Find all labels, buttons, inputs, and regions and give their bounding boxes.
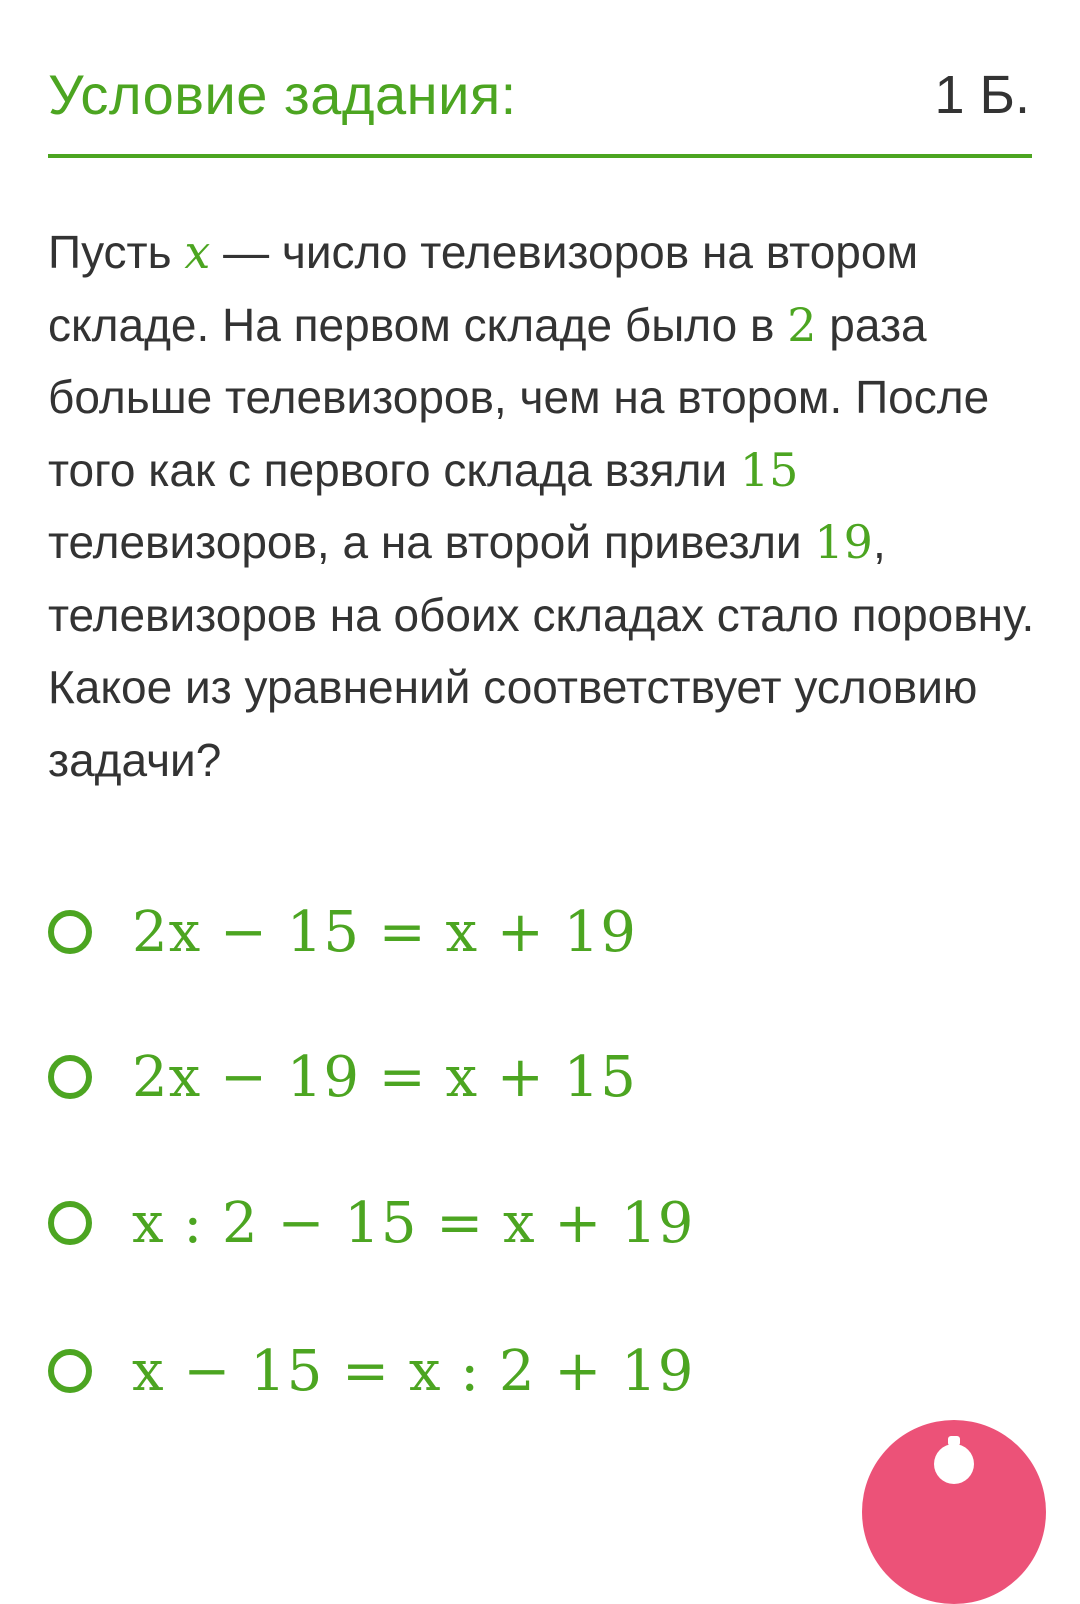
math-number-15: 15 xyxy=(739,442,799,497)
answer-option-label: x : 2 − 15 = x + 19 xyxy=(132,1190,695,1256)
answer-option-label: x − 15 = x : 2 + 19 xyxy=(132,1338,695,1404)
radio-button-icon[interactable] xyxy=(48,1055,92,1099)
answer-option[interactable] xyxy=(48,1173,694,1273)
problem-text-part-2: — число телевизоров на втором складе. На первом складе было в xyxy=(48,226,919,351)
problem-text-part-4: телевизоров, а на второй привезли xyxy=(48,516,815,568)
answer-option[interactable] xyxy=(48,882,637,982)
math-number-2: 2 xyxy=(787,297,817,352)
task-title: Условие задания: xyxy=(48,63,517,126)
radio-button-icon[interactable] xyxy=(48,910,92,954)
math-number-19: 19 xyxy=(814,515,873,569)
lightbulb-icon xyxy=(928,1434,980,1486)
problem-text-part-3: раза больше телевизоров, чем на втором. После того как с первого склада взяли xyxy=(48,298,990,496)
answer-option-label: 2x − 19 = x + 15 xyxy=(132,1044,637,1110)
header-divider xyxy=(48,154,1032,158)
answer-option[interactable] xyxy=(48,1321,694,1421)
math-variable-x: x xyxy=(184,225,211,279)
problem-text-part-1: Пусть xyxy=(48,226,185,278)
task-header xyxy=(48,60,1032,130)
answer-option[interactable] xyxy=(48,1027,637,1127)
problem-text xyxy=(48,216,1038,796)
radio-button-icon[interactable] xyxy=(48,1349,92,1393)
radio-button-icon[interactable] xyxy=(48,1201,92,1245)
answer-option-label: 2x − 15 = x + 19 xyxy=(132,899,637,965)
problem-text-part-5: , телевизоров на обоих складах стало поровну. Какое из уравнений соответствует условию задачи? xyxy=(48,516,1035,786)
hint-button[interactable] xyxy=(862,1420,1046,1604)
task-points: 1 Б. xyxy=(934,65,1030,125)
